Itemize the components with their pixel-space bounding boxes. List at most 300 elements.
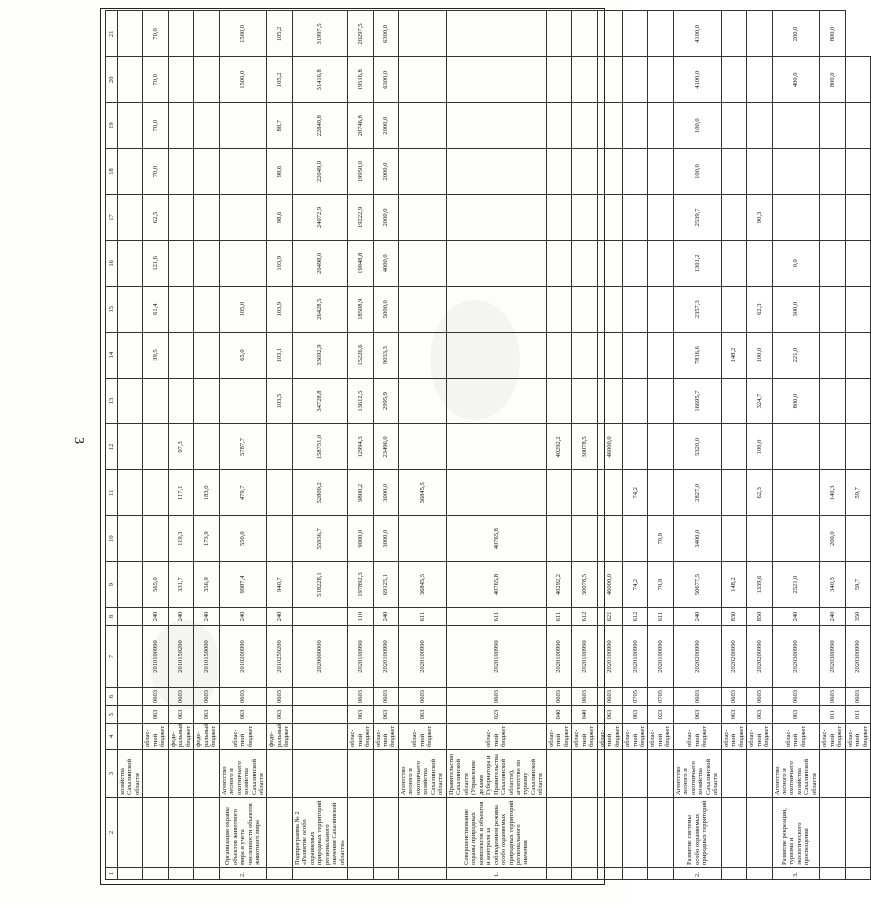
table-cell xyxy=(747,57,772,103)
table-cell xyxy=(597,750,622,798)
table-cell xyxy=(820,240,845,286)
table-cell: 16695,7 xyxy=(673,378,721,424)
table-cell xyxy=(143,424,168,470)
table-cell: 98,6 xyxy=(267,149,292,195)
table-cell xyxy=(597,378,622,424)
table-cell xyxy=(648,57,673,103)
table-cell: 9800,2 xyxy=(348,470,373,516)
table-cell xyxy=(118,240,143,286)
table-cell xyxy=(648,470,673,516)
table-cell xyxy=(143,868,168,880)
table-cell: 110 xyxy=(348,608,373,626)
table-cell xyxy=(292,724,347,750)
table-cell: 18508,9 xyxy=(348,286,373,332)
table-cell: 611 xyxy=(446,608,546,626)
table-cell xyxy=(194,11,219,57)
table-cell xyxy=(721,470,746,516)
table-cell: 0603 xyxy=(194,688,219,706)
table-cell xyxy=(546,286,571,332)
table-cell xyxy=(118,103,143,149)
table-cell: 063 xyxy=(747,706,772,724)
table-cell: 621 xyxy=(597,608,622,626)
table-cell: 611 xyxy=(546,608,571,626)
table-cell xyxy=(623,103,648,149)
table-cell: 2000,0 xyxy=(373,103,398,149)
table-row xyxy=(845,11,870,880)
table-cell: 22049,0 xyxy=(292,149,347,195)
table-cell: 103,1 xyxy=(267,332,292,378)
table-cell xyxy=(597,798,622,868)
table-cell: 1. xyxy=(446,868,546,880)
table-cell xyxy=(546,103,571,149)
table-cell: 2020300990 xyxy=(772,626,820,688)
table-cell xyxy=(597,57,622,103)
table-cell xyxy=(721,378,746,424)
column-header: 4 xyxy=(106,724,118,750)
table-cell xyxy=(219,378,267,424)
table-row xyxy=(597,11,622,880)
table-cell: 88,7 xyxy=(267,103,292,149)
table-cell xyxy=(772,103,820,149)
table-cell xyxy=(546,750,571,798)
table-cell xyxy=(747,11,772,57)
table-cell: 0,0 xyxy=(772,240,820,286)
table-cell: 340,3 xyxy=(820,562,845,608)
table-cell xyxy=(820,149,845,195)
header-row xyxy=(106,11,118,880)
table-cell: 324,7 xyxy=(747,378,772,424)
table-cell xyxy=(398,332,446,378)
table-cell xyxy=(267,798,292,868)
table-cell: 40765,8 xyxy=(446,562,546,608)
table-row xyxy=(623,11,648,880)
table-cell: 063 xyxy=(348,706,373,724)
table-cell: 148,2 xyxy=(721,332,746,378)
table-cell: 940,7 xyxy=(267,562,292,608)
table-cell: 97,3 xyxy=(168,424,193,470)
table-cell: 105,0 xyxy=(219,286,267,332)
table-cell: 70,9 xyxy=(648,516,673,562)
table-cell xyxy=(572,11,597,57)
table-cell: облас-тной бюджет xyxy=(747,724,772,750)
table-cell: 69125,1 xyxy=(373,562,398,608)
table-cell: 0603 xyxy=(267,688,292,706)
table-cell xyxy=(194,286,219,332)
table-row xyxy=(219,11,267,880)
table-cell: 611 xyxy=(398,608,446,626)
table-cell xyxy=(446,11,546,57)
table-cell xyxy=(546,516,571,562)
table-cell: 2020100990 xyxy=(446,626,546,688)
table-cell xyxy=(648,103,673,149)
table-cell: 2020200990 xyxy=(721,626,746,688)
table-row xyxy=(267,11,292,880)
table-cell: 1500,0 xyxy=(219,57,267,103)
table-cell: облас-тной бюджет xyxy=(219,724,267,750)
table-cell xyxy=(820,798,845,868)
column-header: 2 xyxy=(106,798,118,868)
table-cell: 62,5 xyxy=(143,194,168,240)
table-cell xyxy=(398,516,446,562)
table-cell: 0603 xyxy=(219,688,267,706)
table-cell: 100,0 xyxy=(747,424,772,470)
table-cell xyxy=(194,194,219,240)
table-cell xyxy=(623,332,648,378)
table-cell xyxy=(446,149,546,195)
table-cell xyxy=(219,194,267,240)
table-cell: 2000,0 xyxy=(373,149,398,195)
table-row xyxy=(292,11,347,880)
table-cell xyxy=(194,332,219,378)
table-cell xyxy=(845,424,870,470)
table-cell xyxy=(219,240,267,286)
table-cell: 2. xyxy=(219,868,267,880)
table-cell xyxy=(292,706,347,724)
column-header: 7 xyxy=(106,626,118,688)
table-cell: 3000,0 xyxy=(373,470,398,516)
table-cell: 240 xyxy=(168,608,193,626)
table-cell: 100,0 xyxy=(673,149,721,195)
table-cell: 240 xyxy=(373,608,398,626)
table-cell: Совершенствование охраны природных комплексов и объектов и контроля за соблюдением режима особо охраняемых природных территорий регионального значения xyxy=(446,798,546,868)
table-cell: 040 xyxy=(572,706,597,724)
table-row xyxy=(673,11,721,880)
table-cell: 2020100990 xyxy=(572,626,597,688)
table-cell xyxy=(721,798,746,868)
table-cell: 0603 xyxy=(597,688,622,706)
column-header: 20 xyxy=(106,57,118,103)
table-cell: 221,0 xyxy=(772,332,820,378)
table-cell xyxy=(267,868,292,880)
table-cell: 9033,3 xyxy=(373,332,398,378)
table-cell: 2. xyxy=(673,868,721,880)
table-cell: 70,0 xyxy=(143,149,168,195)
table-cell xyxy=(348,868,373,880)
table-row xyxy=(747,11,772,880)
table-cell: облас-тной бюджет xyxy=(820,724,845,750)
table-cell: 0603 xyxy=(820,688,845,706)
table-cell xyxy=(398,149,446,195)
column-header: 15 xyxy=(106,286,118,332)
table-cell: 0603 xyxy=(373,688,398,706)
table-cell: 2020100990 xyxy=(373,626,398,688)
table-cell: Агентство лесного и охотничьего хозяйства Сахалинской области xyxy=(398,750,446,798)
table-cell xyxy=(118,57,143,103)
table-cell: 040 xyxy=(546,706,571,724)
table-row xyxy=(398,11,446,880)
table-cell: облас-тной бюджет xyxy=(597,724,622,750)
table-cell xyxy=(219,149,267,195)
column-header: 19 xyxy=(106,103,118,149)
table-cell xyxy=(648,194,673,240)
table-cell xyxy=(168,103,193,149)
table-cell xyxy=(546,11,571,57)
table-cell: 30078,5 xyxy=(572,424,597,470)
table-cell xyxy=(398,103,446,149)
table-cell: 33692,9 xyxy=(292,332,347,378)
table-cell: облас-тной бюджет xyxy=(648,724,673,750)
table-cell: 6300,0 xyxy=(373,11,398,57)
table-cell: 023 xyxy=(446,706,546,724)
table-cell xyxy=(845,798,870,868)
table-cell: 356,9 xyxy=(194,562,219,608)
column-header: 8 xyxy=(106,608,118,626)
table-cell xyxy=(194,378,219,424)
table-cell: 063 xyxy=(168,706,193,724)
table-cell xyxy=(845,868,870,880)
table-cell: 2020300990 xyxy=(845,626,870,688)
table-cell: 2521,0 xyxy=(772,562,820,608)
table-cell: 70,0 xyxy=(143,103,168,149)
table-cell: Агентство лесного и охотничьего хозяйства Сахалинской области xyxy=(772,750,820,798)
table-row xyxy=(348,11,373,880)
table-cell xyxy=(597,103,622,149)
table-cell xyxy=(572,286,597,332)
table-cell xyxy=(546,57,571,103)
table-cell: 52809,2 xyxy=(292,470,347,516)
table-cell: 15226,6 xyxy=(348,332,373,378)
table-cell: феде-ральный бюджет xyxy=(267,724,292,750)
table-cell: 063 xyxy=(267,706,292,724)
table-cell xyxy=(623,286,648,332)
table-cell: 2020300990 xyxy=(820,626,845,688)
table-cell xyxy=(721,516,746,562)
table-cell: 100,0 xyxy=(673,103,721,149)
table-cell: 70,9 xyxy=(648,562,673,608)
table-cell xyxy=(398,378,446,424)
table-cell xyxy=(118,868,143,880)
table-cell: 55936,7 xyxy=(292,516,347,562)
table-cell: 0603 xyxy=(673,688,721,706)
table-row xyxy=(648,11,673,880)
table-cell: 2020200990 xyxy=(673,626,721,688)
table-cell: 74,2 xyxy=(623,470,648,516)
table-cell xyxy=(747,868,772,880)
table-cell xyxy=(348,750,373,798)
table-cell xyxy=(546,194,571,240)
table-cell xyxy=(845,57,870,103)
table-cell: 331,7 xyxy=(168,562,193,608)
table-cell: 063 xyxy=(597,706,622,724)
table-cell: 1339,6 xyxy=(747,562,772,608)
table-cell xyxy=(348,798,373,868)
table-cell xyxy=(572,798,597,868)
table-cell: 90,3 xyxy=(747,194,772,240)
table-cell: 121,6 xyxy=(143,240,168,286)
table-cell xyxy=(572,57,597,103)
table-cell xyxy=(820,332,845,378)
table-cell: 40292,2 xyxy=(546,562,571,608)
table-cell xyxy=(446,424,546,470)
table-cell xyxy=(623,149,648,195)
table-cell xyxy=(118,194,143,240)
table-cell: облас-тной бюджет xyxy=(845,724,870,750)
table-cell xyxy=(597,332,622,378)
table-cell xyxy=(623,57,648,103)
table-cell xyxy=(597,470,622,516)
table-cell: 105,2 xyxy=(267,11,292,57)
table-cell xyxy=(597,516,622,562)
table-cell: 5320,0 xyxy=(673,424,721,470)
table-cell: 2020200990 xyxy=(747,626,772,688)
table-cell: 117,1 xyxy=(168,470,193,516)
table-row xyxy=(373,11,398,880)
table-cell xyxy=(143,750,168,798)
table-cell: 20746,8 xyxy=(348,103,373,149)
table-cell: 103,9 xyxy=(267,286,292,332)
table-cell xyxy=(845,240,870,286)
table-cell xyxy=(194,868,219,880)
table-cell: 240 xyxy=(194,608,219,626)
table-cell: облас-тной бюджет xyxy=(398,724,446,750)
table-cell: 2020100990 xyxy=(597,626,622,688)
table-cell: 350 xyxy=(845,608,870,626)
table-cell xyxy=(194,103,219,149)
table-cell xyxy=(446,57,546,103)
column-header: 17 xyxy=(106,194,118,240)
table-cell: облас-тной бюджет xyxy=(348,724,373,750)
table-cell: 063 xyxy=(673,706,721,724)
table-cell xyxy=(648,378,673,424)
table-cell xyxy=(398,868,446,880)
table-cell xyxy=(168,57,193,103)
table-cell: 011 xyxy=(820,706,845,724)
table-cell: 830 xyxy=(721,608,746,626)
table-cell: 0603 xyxy=(747,688,772,706)
table-cell xyxy=(721,194,746,240)
table-cell xyxy=(398,286,446,332)
table-cell: облас-тной бюджет xyxy=(572,724,597,750)
table-cell: 063 xyxy=(143,706,168,724)
table-cell xyxy=(118,332,143,378)
table-cell: 103,5 xyxy=(267,378,292,424)
table-cell: 550,0 xyxy=(219,516,267,562)
table-cell: Агентство лесного и охотничьего хозяйства Сахалинской области xyxy=(673,750,721,798)
table-cell: 70,0 xyxy=(143,57,168,103)
table-cell: 36845,5 xyxy=(398,562,446,608)
table-cell: феде-ральный бюджет xyxy=(194,724,219,750)
column-header: 6 xyxy=(106,688,118,706)
table-cell: облас-тной бюджет xyxy=(673,724,721,750)
table-cell: 31416,8 xyxy=(292,57,347,103)
table-cell xyxy=(398,57,446,103)
table-cell: 9000,0 xyxy=(348,516,373,562)
table-cell: 173,9 xyxy=(194,516,219,562)
table-cell xyxy=(446,240,546,286)
table-cell xyxy=(623,516,648,562)
table-cell xyxy=(373,798,398,868)
table-cell xyxy=(572,516,597,562)
table-cell: 59,7 xyxy=(845,562,870,608)
table-cell: 2000,0 xyxy=(373,194,398,240)
table-cell xyxy=(845,194,870,240)
table-cell: 612 xyxy=(572,608,597,626)
table-cell: 103,9 xyxy=(267,240,292,286)
table-cell: Правительство Сахалинской области (Управление делами Губернатора и Правительства Сахалинской области), агентство по туризму Сахалинской области xyxy=(446,750,546,798)
table-cell xyxy=(267,516,292,562)
table-cell: 3. xyxy=(772,868,820,880)
table-cell xyxy=(446,194,546,240)
table-cell xyxy=(546,149,571,195)
table-cell xyxy=(118,11,143,57)
table-row xyxy=(772,11,820,880)
table-cell: 22840,8 xyxy=(292,103,347,149)
table-cell: 063 xyxy=(772,706,820,724)
table-cell xyxy=(194,750,219,798)
table-cell xyxy=(546,868,571,880)
table-row xyxy=(168,11,193,880)
table-cell: 240 xyxy=(143,608,168,626)
table-cell xyxy=(820,868,845,880)
column-header: 5 xyxy=(106,706,118,724)
table-cell xyxy=(118,378,143,424)
table-cell: 0603 xyxy=(772,688,820,706)
table-cell: 023 xyxy=(648,706,673,724)
table-cell: 2020100990 xyxy=(623,626,648,688)
table-cell xyxy=(546,240,571,286)
table-cell xyxy=(267,470,292,516)
column-header: 21 xyxy=(106,11,118,57)
table-cell: 3400,0 xyxy=(673,516,721,562)
table-cell: 23496,0 xyxy=(373,424,398,470)
table-cell: 2357,3 xyxy=(673,286,721,332)
table-cell: 0603 xyxy=(546,688,571,706)
table-cell xyxy=(398,240,446,286)
table-cell xyxy=(721,424,746,470)
column-header: 1 xyxy=(106,868,118,880)
table-cell xyxy=(721,286,746,332)
table-cell xyxy=(292,688,347,706)
table-cell: 063 xyxy=(721,706,746,724)
table-cell xyxy=(546,332,571,378)
table-cell: 2020100990 xyxy=(648,626,673,688)
table-cell xyxy=(292,868,347,880)
table-cell: 24072,9 xyxy=(292,194,347,240)
table-cell xyxy=(721,103,746,149)
table-row xyxy=(194,11,219,880)
table-cell xyxy=(648,750,673,798)
table-cell xyxy=(446,470,546,516)
table-cell xyxy=(446,286,546,332)
table-cell xyxy=(292,750,347,798)
table-cell xyxy=(747,149,772,195)
table-cell: 40765,8 xyxy=(446,516,546,562)
table-cell: 6300,0 xyxy=(373,57,398,103)
table-cell: 200,0 xyxy=(820,516,845,562)
table-cell xyxy=(572,378,597,424)
table-cell: 5000,0 xyxy=(373,286,398,332)
table-cell xyxy=(168,378,193,424)
table-cell: 518228,1 xyxy=(292,562,347,608)
table-cell: Агентство лесного и охотничьего хозяйства Сахалинской области xyxy=(219,750,267,798)
table-cell: 2539,7 xyxy=(673,194,721,240)
table-cell: 2020100990 xyxy=(546,626,571,688)
table-cell: облас-тной бюджет xyxy=(721,724,746,750)
table-cell xyxy=(747,750,772,798)
table-cell xyxy=(747,516,772,562)
table-cell: 3000,0 xyxy=(373,516,398,562)
table-cell: 4100,0 xyxy=(673,57,721,103)
table-cell xyxy=(648,424,673,470)
table-cell xyxy=(373,868,398,880)
table-cell xyxy=(623,11,648,57)
table-cell: 30078,5 xyxy=(572,562,597,608)
table-cell: 240 xyxy=(820,608,845,626)
table-cell xyxy=(721,240,746,286)
table-cell xyxy=(219,103,267,149)
table-cell: 0603 xyxy=(845,688,870,706)
table-cell xyxy=(597,194,622,240)
